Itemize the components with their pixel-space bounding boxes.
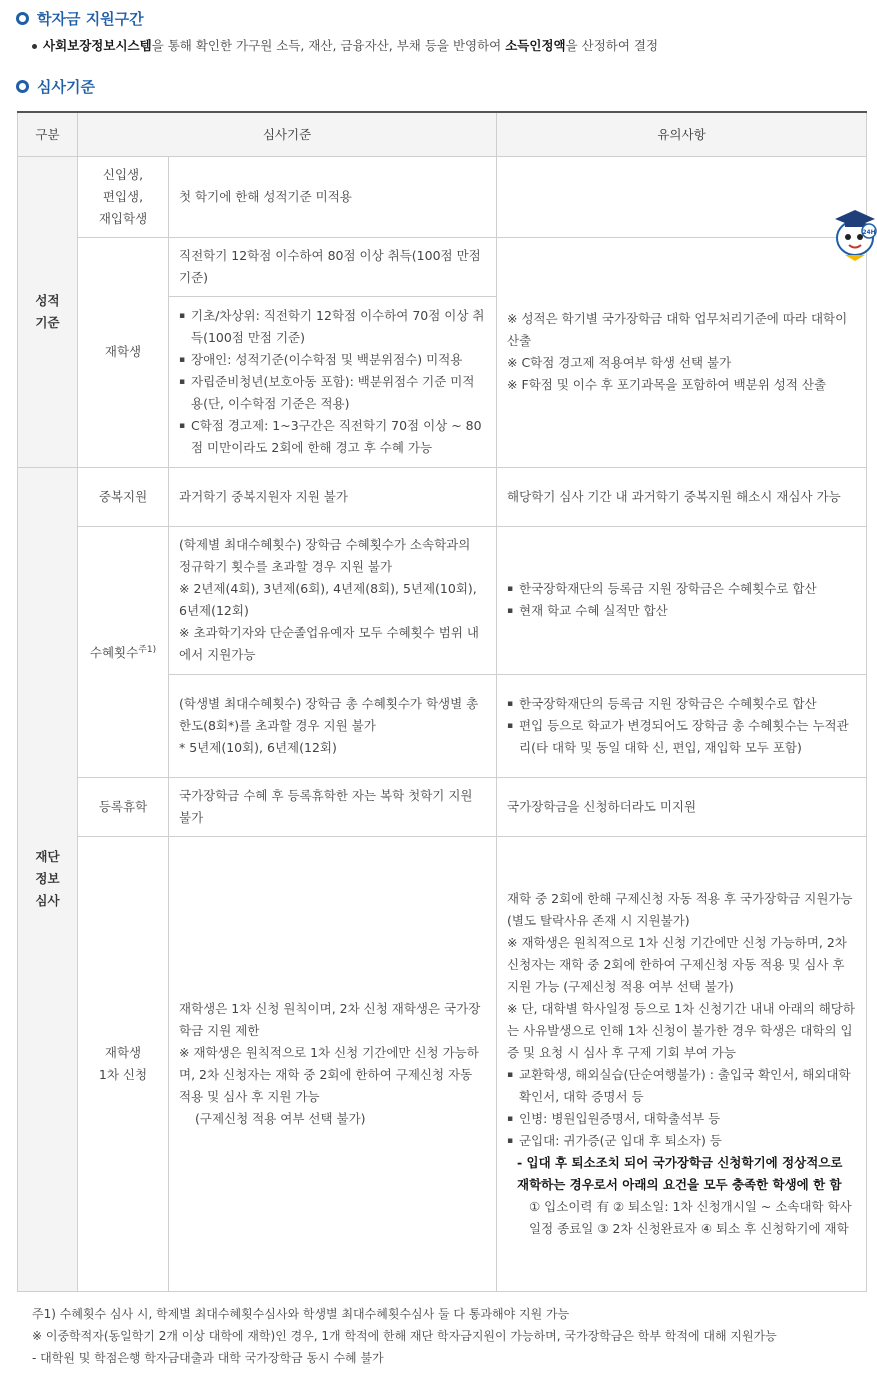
list-item: ▪ 자립준비청년(보호아동 포함): 백분위점수 기준 미적용(단, 이수학점 기준은 적용): [179, 371, 486, 415]
notes-cell: 해당학기 심사 기간 내 과거학기 중복지원 해소시 재심사 가능: [497, 467, 867, 526]
criteria-list: [179, 305, 486, 459]
table-header-row: [18, 112, 867, 156]
row-label-duplicate: 중복지원: [78, 467, 169, 526]
header-notes: 유의사항: [497, 112, 867, 156]
criteria-cell: 첫 학기에 한해 성적기준 미적용: [169, 156, 497, 237]
military-condition-heading: - 입대 후 퇴소조치 되어 국가장학금 신청학기에 정상적으로 재학하는 경우로서 아래의 요건을 모두 충족한 학생에 한 함: [517, 1154, 843, 1192]
criteria-table: [17, 111, 867, 1292]
criteria-cell: (학제별 최대수혜횟수) 장학금 수혜횟수가 소속학과의 정규학기 횟수를 초과할 경우 지원 불가 ※ 2년제(4회), 3년제(6회), 4년제(8회), 5년제(10회), 6년제(12회) ※ 초과학기자와 단순졸업유예자 모두 수혜횟수 범위 내에서 지원가능: [169, 526, 497, 674]
category-grade: 성적 기준: [18, 156, 78, 467]
circle-bullet-icon: [16, 12, 29, 25]
row-label-benefit-count: 수혜횟수$^{주1)}$: [78, 526, 169, 777]
list-item: ▪ 군입대: 귀가증(군 입대 후 퇴소자) 등: [507, 1130, 856, 1152]
row-label-new-students: 신입생, 편입생, 재입학생: [78, 156, 169, 237]
svg-text:24H: 24H: [862, 229, 876, 236]
list-item: ▪ 편입 등으로 학교가 변경되어도 장학금 총 수혜횟수는 누적관리(타 대학 및 동일 대학 신, 편입, 재입학 모두 포함): [507, 715, 856, 759]
criteria-cell: [169, 296, 497, 467]
criteria-cell: 직전학기 12학점 이수하여 80점 이상 취득(100점 만점 기준): [169, 237, 497, 296]
list-item: ▪ C학점 경고제: 1~3구간은 직전학기 70점 이상 ~ 80점 미만이라도 2회에 한해 경고 후 수혜 가능: [179, 415, 486, 459]
list-item: ▪ 한국장학재단의 등록금 지원 장학금은 수혜횟수로 합산: [507, 693, 856, 715]
list-item: ▪ 장애인: 성적기준(이수학점 및 백분위점수) 미적용: [179, 349, 486, 371]
criteria-cell: 과거학기 중복지원자 지원 불가: [169, 467, 497, 526]
notes-cell: ※ 성적은 학기별 국가장학금 대학 업무처리기준에 따라 대학이 산출 ※ C학점 경고제 적용여부 학생 선택 불가 ※ F학점 및 이수 후 포기과목을 포함하여 백분위 성적 산출: [497, 237, 867, 467]
support-tier-description: 사회보장정보시스템을 통해 확인한 가구원 소득, 재산, 금융자산, 부채 등을 반영하여 소득인정액을 산정하여 결정: [32, 36, 658, 54]
list-item: ▪ 인병: 병원입원증명서, 대학출석부 등: [507, 1108, 856, 1130]
footnote: 주1) 수혜횟수 심사 시, 학제별 최대수혜횟수심사와 학생별 최대수혜횟수심사 둘 다 통과해야 지원 가능: [32, 1307, 570, 1321]
list-item: ▪ 한국장학재단의 등록금 지원 장학금은 수혜횟수로 합산: [507, 578, 856, 600]
chatbot-mascot-icon[interactable]: [829, 205, 877, 263]
footnotes: [32, 1303, 777, 1369]
row-label-leave: 등록휴학: [78, 777, 169, 836]
table-row: [18, 777, 867, 836]
criteria-cell: 국가장학금 수혜 후 등록휴학한 자는 복학 첫학기 지원 불가: [169, 777, 497, 836]
list-item: ▪ 기초/차상위: 직전학기 12학점 이수하여 70점 이상 취득(100점 만점 기준): [179, 305, 486, 349]
table-row: [18, 467, 867, 526]
section-title-support-tier: 학자금 지원구간: [16, 8, 144, 29]
circle-bullet-icon: [16, 80, 29, 93]
table-row: [18, 237, 867, 296]
list-item: ▪ 현재 학교 수혜 실적만 합산: [507, 600, 856, 622]
notes-cell: 재학 중 2회에 한해 구제신청 자동 적용 후 국가장학금 지원가능 (별도 탈락사유 존재 시 지원불가) ※ 재학생은 원칙적으로 1차 신청 기간에만 신청 가능하며, 2차 신청자는 재학 중 2회에 한하여 구제신청 자동 적용 및 심사 후 지원 가능 (구제신청 적용 여부 선택 불가) ※ 단, 대학별 학사일정 등으로 1차 신청기간 내내 아래의 해당하는 사유발생으로 인해 1차 신청이 불가한 경우 학생은 대학의 입증 및 요청 시 심사 후 구제 기회 부여 가능 ▪ 교환학생, 해외실습(단순여행불가) : 출입국 확인서, 해외대학 확인서, 대학 증명서 등 ▪ 인병: 병원입원증명서, 대학출석부 등 ▪ 군입대: 귀가증(군 입대 후 퇴소자) 등 - 입대 후 퇴소조치 되어 국가장학금 신청학기에 정상적으로 재학하는 경우로서 아래의 요건을 모두 충족한 학생에 한 함 ① 입소이력 有 ② 퇴소일: 1차 신청개시일 ~ 소속대학 학사일정 종료일 ③ 2차 신청완료자 ④ 퇴소 후 신청학기에 재학: [497, 836, 867, 1291]
notes-cell: [497, 526, 867, 674]
notes-cell: 국가장학금을 신청하더라도 미지원: [497, 777, 867, 836]
header-criteria: 심사기준: [78, 112, 497, 156]
section-title-criteria: 심사기준: [16, 76, 95, 97]
row-label-first-application: 재학생 1차 신청: [78, 836, 169, 1291]
notes-cell: [497, 674, 867, 777]
notes-cell: [497, 156, 867, 237]
footnote: ※ 이중학적자(동일학기 2개 이상 대학에 재학)인 경우, 1개 학적에 한해 재단 학자금지원이 가능하며, 국가장학금은 학부 학적에 대해 지원가능: [32, 1329, 777, 1343]
table-row: [18, 836, 867, 1291]
criteria-cell: (학생별 최대수혜횟수) 장학금 총 수혜횟수가 학생별 총 한도(8회*)를 초과할 경우 지원 불가 * 5년제(10회), 6년제(12회): [169, 674, 497, 777]
table-row: [18, 526, 867, 674]
military-condition-list: ① 입소이력 有 ② 퇴소일: 1차 신청개시일 ~ 소속대학 학사일정 종료일 ③ 2차 신청완료자 ④ 퇴소 후 신청학기에 재학: [529, 1198, 852, 1236]
row-label-enrolled: 재학생: [78, 237, 169, 467]
table-row: [18, 156, 867, 237]
category-foundation-review: 재단 정보 심사: [18, 467, 78, 1291]
list-item: ▪ 교환학생, 해외실습(단순여행불가) : 출입국 확인서, 해외대학 확인서, 대학 증명서 등: [507, 1064, 856, 1108]
header-category: 구분: [18, 112, 78, 156]
criteria-cell: 재학생은 1차 신청 원칙이며, 2차 신청 재학생은 국가장학금 지원 제한 ※ 재학생은 원칙적으로 1차 신청 기간에만 신청 가능하며, 2차 신청자는 재학 중 2회에 한하여 구제신청 자동 적용 및 심사 후 지원 가능 (구제신청 적용 여부 선택 불가): [169, 836, 497, 1291]
footnote: - 대학원 및 학점은행 학자금대출과 대학 국가장학금 동시 수혜 불가: [32, 1351, 384, 1365]
bullet-icon: [32, 44, 37, 49]
